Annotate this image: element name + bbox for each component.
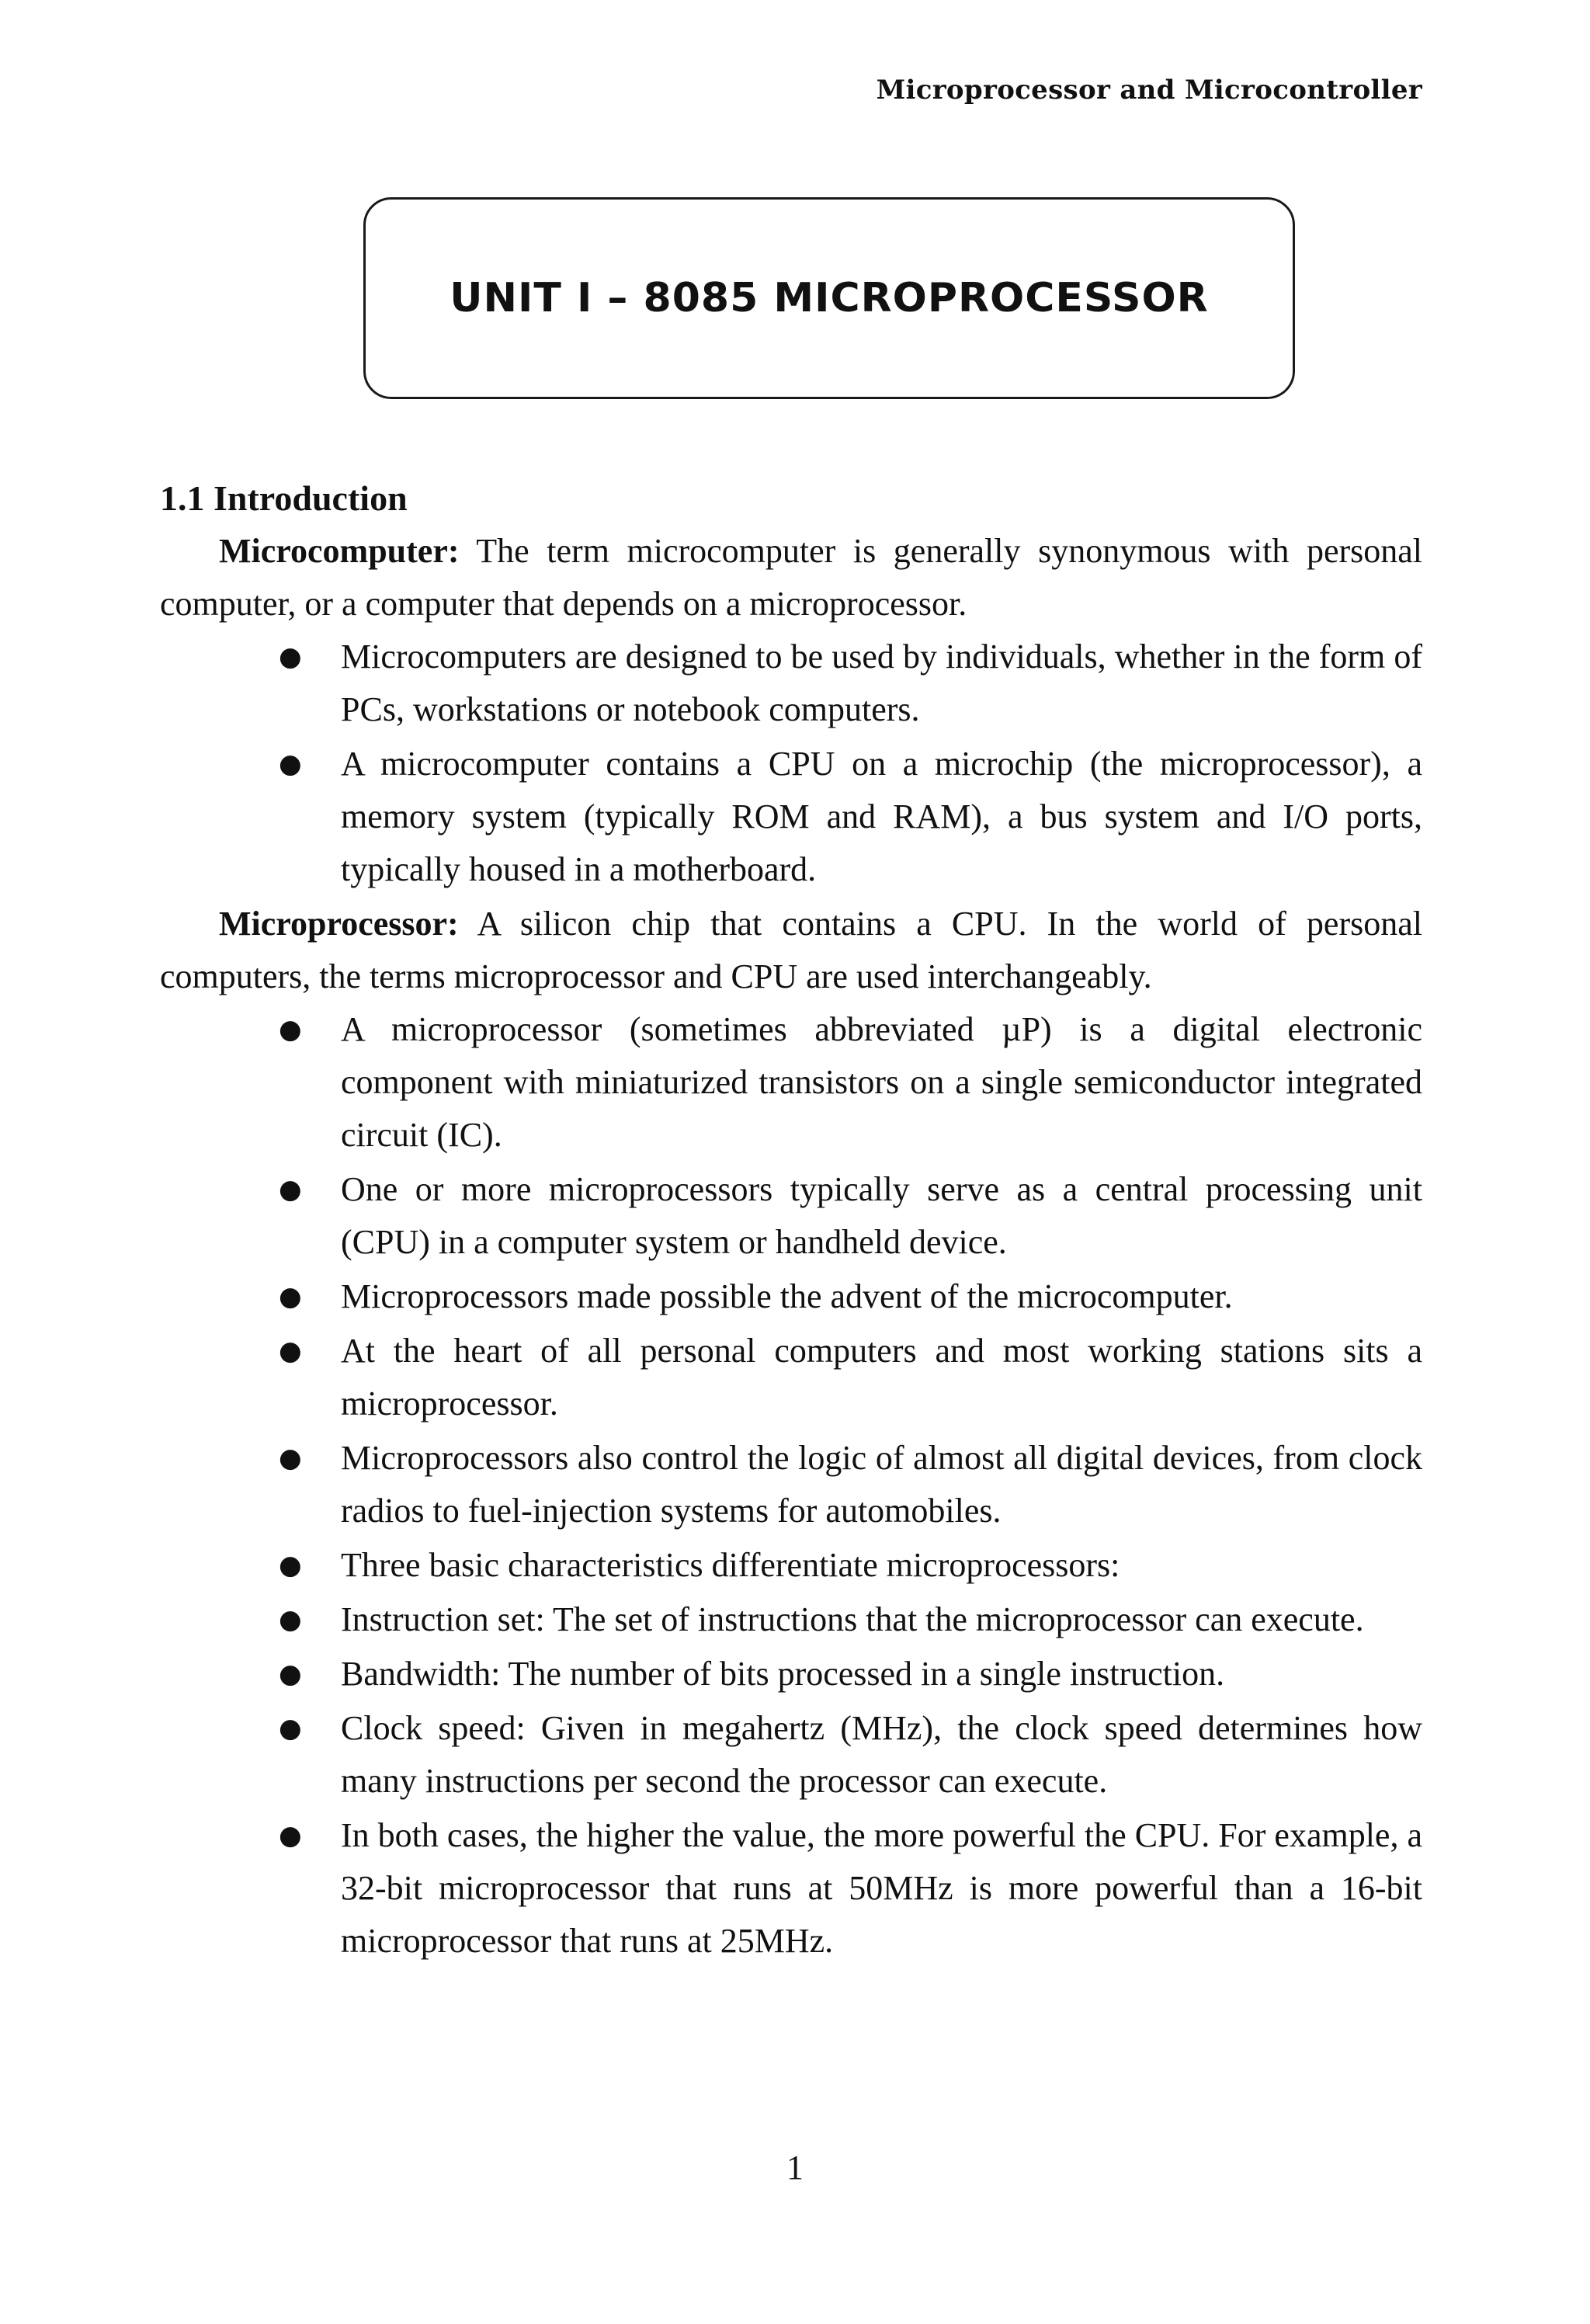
microprocessor-definition: A silicon chip that contains a CPU. In the world of personal computers, the terms microprocessor and CPU are used interchangeably. (160, 905, 1422, 995)
list-item-text: A microprocessor (sometimes abbreviated µP) is a digital electronic component with miniaturized transistors on a single semiconductor integrated circuit (IC). (341, 1010, 1422, 1154)
bullet-icon: ● (279, 1713, 302, 1744)
bullet-icon: ● (279, 1604, 302, 1635)
bullet-icon: ● (279, 1014, 302, 1045)
list-item (279, 1003, 1422, 1162)
microprocessor-term: Microprocessor: (219, 905, 459, 943)
unit-title-box (363, 197, 1295, 399)
bullet-icon: ● (279, 1336, 302, 1367)
list-item-text: In both cases, the higher the value, the more powerful the CPU. For example, a 32-bit microprocessor that runs at 50MHz is more powerful than a 16-bit microprocessor that runs at 25MHz. (341, 1816, 1422, 1960)
list-item-text: Microprocessors made possible the advent of the microcomputer. (341, 1277, 1233, 1315)
bullet-icon: ● (279, 1550, 302, 1581)
list-item (279, 1702, 1422, 1808)
list-item-text: Bandwidth: The number of bits processed in a single instruction. (341, 1655, 1225, 1693)
list-item (279, 1648, 1422, 1700)
list-item-text: Three basic characteristics differentiate microprocessors: (341, 1546, 1120, 1584)
page-number: 1 (786, 2149, 804, 2187)
unit-title: UNIT I – 8085 MICROPROCESSOR (450, 275, 1209, 321)
microcomputer-term: Microcomputer: (219, 532, 460, 570)
list-item-text: One or more microprocessors typically serve as a central processing unit (CPU) in a computer system or handheld device. (341, 1170, 1422, 1261)
section-heading: 1.1 Introduction (160, 478, 408, 518)
list-item-text: At the heart of all personal computers and most working stations sits a microprocessor. (341, 1332, 1422, 1423)
microprocessor-paragraph (160, 898, 1422, 1003)
list-item-text: Microcomputers are designed to be used by individuals, whether in the form of PCs, workstations or notebook computers. (341, 637, 1422, 728)
bullet-icon: ● (279, 1174, 302, 1205)
list-item-text: Clock speed: Given in megahertz (MHz), the clock speed determines how many instructions per second the processor can execute. (341, 1709, 1422, 1800)
bullet-icon: ● (279, 1281, 302, 1312)
list-item (279, 1325, 1422, 1430)
list-item (279, 1163, 1422, 1269)
microprocessor-bullet-list (160, 1003, 1422, 1968)
page-content (160, 472, 1422, 1969)
running-header: Microprocessor and Microcontroller (876, 75, 1422, 106)
list-item (279, 1809, 1422, 1968)
bullet-icon: ● (279, 1659, 302, 1690)
list-item (279, 631, 1422, 736)
bullet-icon: ● (279, 1443, 302, 1474)
list-item-text: A microcomputer contains a CPU on a microchip (the microprocessor), a memory system (typically ROM and RAM), a bus system and I/O ports, typically housed in a motherboard. (341, 745, 1422, 888)
list-item (279, 1432, 1422, 1537)
list-item (279, 738, 1422, 896)
bullet-icon: ● (279, 749, 302, 780)
microcomputer-bullet-list (160, 631, 1422, 896)
list-item (279, 1270, 1422, 1323)
microcomputer-definition: The term microcomputer is generally synonymous with personal computer, or a computer that depends on a microprocessor. (160, 532, 1422, 623)
list-item (279, 1539, 1422, 1592)
list-item (279, 1593, 1422, 1646)
bullet-icon: ● (279, 641, 302, 672)
list-item-text: Instruction set: The set of instructions that the microprocessor can execute. (341, 1600, 1364, 1638)
microcomputer-paragraph (160, 525, 1422, 631)
list-item-text: Microprocessors also control the logic of almost all digital devices, from clock radios to fuel-injection systems for automobiles. (341, 1439, 1422, 1530)
bullet-icon: ● (279, 1820, 302, 1851)
